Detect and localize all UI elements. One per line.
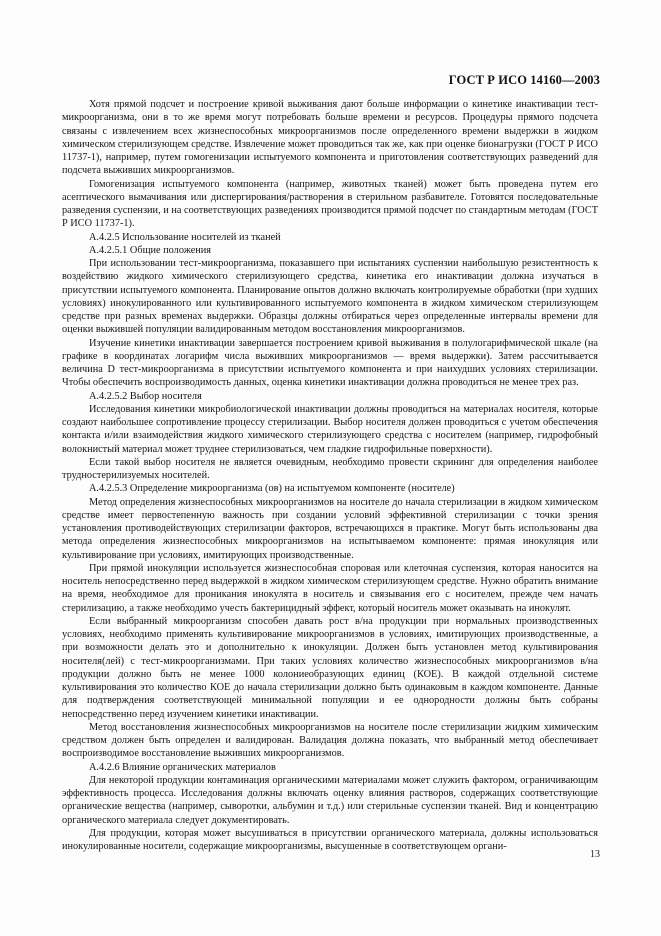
section-heading: А.4.2.6 Влияние органических материалов [89,761,276,773]
section-heading: А.4.2.5 Использование носителей из тканей [89,231,281,243]
paragraph: Гомогенизация испытуемого компонента (например, животных тканей) может быть проведена путем его асептического вымачивания или диспергирования/растворения в стерильном разбавителе. Готовятся последовательные разведения суспензии, и на соответствующих разведениях производится прямой подсчет по стандартным методам (ГОСТ Р ИСО 11737-1). [62,178,598,230]
paragraph: Для продукции, которая может высушиваться в присутствии органического материала, должны использоваться инокулированные носители, содержащие микроорганизмы, высушенные в соответствующем органи- [62,827,598,852]
paragraph: Если выбранный микроорганизм способен давать рост в/на продукции при нормальных производственных условиях, необходимо применять культивирование микроорганизмов в условиях, имитирующих производственные, а при возможности делать это и дополнительно к инокуляции. Должен быть установлен метод культивирования носителя(лей) с тест-микроорганизмами. При таких условиях количество жизнеспособных микроорганизмов в/на продукции должно быть не менее 1000 колониеобразующих единиц (КОЕ). В каждой отдельной системе культивирования это количество КОЕ до начала стерилизации должно быть одинаковым в каждом компоненте. Данные для подтверждения соответствующей минимальной популяции и ее однородности должны быть собраны непосредственно перед изучением кинетики инактивации. [62,615,598,720]
section-heading: А.4.2.5.1 Общие положения [89,244,212,256]
paragraph: Метод определения жизнеспособных микроорганизмов на носителе до начала стерилизации в жидком химическом средстве имеет первостепенную важность при создании условий эффективной стерилизации с точки зрения установления противодействующих стерилизации факторов, встречающихся в практике. Могут быть использованы два метода определения жизнеспособных микроорганизмов на испытываемом компоненте: прямая инокуляция или культивирование при условиях, имитирующих производственные. [62,496,598,561]
paragraph: Исследования кинетики микробиологической инактивации должны проводиться на материалах носителя, которые создают наибольшее сопротивление процессу стерилизации. Выбор носителя должен проводиться с учетом обеспечения контакта и/или взаимодействия жидкого химического стерилизующего средства с носителем (например, гидрофобный волокнистый материал может труднее стерилизоваться, чем гладкие гидрофильные поверхности). [62,403,598,455]
paragraph: При прямой инокуляции используется жизнеспособная споровая или клеточная суспензия, которая наносится на носитель непосредственно перед выдержкой в жидком химическом стерилизующем средстве. Нужно обратить внимание на время, необходимое для проникания инокулята в носитель и связывания его с носителем, прежде чем начать стерилизацию, а также необходимо учесть бактерицидный эффект, который носитель может оказывать на инокулят. [62,562,598,614]
paragraph: Изучение кинетики инактивации завершается построением кривой выживания в полулогарифмической шкале (на графике в координатах логарифм числа выживших микроорганизмов — время выдержки). Затем рассчитывается величина D тест-микроорганизма в присутствии испытуемого компонента и при наихудших условиях стерилизации. Чтобы обеспечить воспроизводимость данных, оценка кинетики инактивации должна проводиться не менее трех раз. [62,337,598,389]
document-header: ГОСТ Р ИСО 14160—2003 [448,73,600,87]
paragraph: Хотя прямой подсчет и построение кривой выживания дают больше информации о кинетике инактивации тест-микроорганизма, они в то же время могут потребовать больше времени и ресурсов. Процедуры прямого подсчета связаны с извлечением всех жизнеспособных микроорганизмов после определенного времени выдержки в жидком химическом стерилизующем средстве. Извлечение может проводиться так же, как при оценке бионагрузки (ГОСТ Р ИСО 11737-1), например, путем гомогенизации испытуемого компонента и приготовления соответствующих разведений для подсчета выживших микроорганизмов. [62,99,598,177]
paragraph: Метод восстановления жизнеспособных микроорганизмов на носителе после стерилизации жидким химическим средством должен быть определен и валидирован. Валидация должна показать, что выбранный метод обеспечивает воспроизводимое восстановление выживших микроорганизмов. [62,721,598,760]
document-body [62,98,598,853]
section-heading: А.4.2.5.2 Выбор носителя [89,390,202,402]
section-heading: А.4.2.5.3 Определение микроорганизма (ов) на испытуемом компоненте (носителе) [89,483,455,495]
paragraph: Для некоторой продукции контаминация органическими материалами может служить фактором, ограничивающим эффективность процесса. Исследования должны включать оценку влияния растворов, содержащих соответствующие органические вещества (например, сыворотки, альбумин и т.д.) или стерильные суспензии тканей. Вид и концентрацию органического материала следует документировать. [62,774,598,826]
page-number: 13 [590,849,600,860]
paragraph: Если такой выбор носителя не является очевидным, необходимо провести скрининг для определения наиболее трудностерилизуемых носителей. [62,456,598,481]
paragraph: При использовании тест-микроорганизма, показавшего при испытаниях суспензии наибольшую резистентность к воздействию жидкого химического стерилизующего средства, кинетика его инактивации должна изучаться в присутствии испытуемого компонента. Планирование опытов должно включать контролируемые обработки (при худших условиях) инокулированного или культивированного испытуемого компонента в жидком химическом стерилизующем средстве при разных временах выдержки. Образцы должны отбираться через определенные интервалы времени для оценки выжившей популяции валидированным методом восстановления микроорганизмов. [62,258,598,336]
